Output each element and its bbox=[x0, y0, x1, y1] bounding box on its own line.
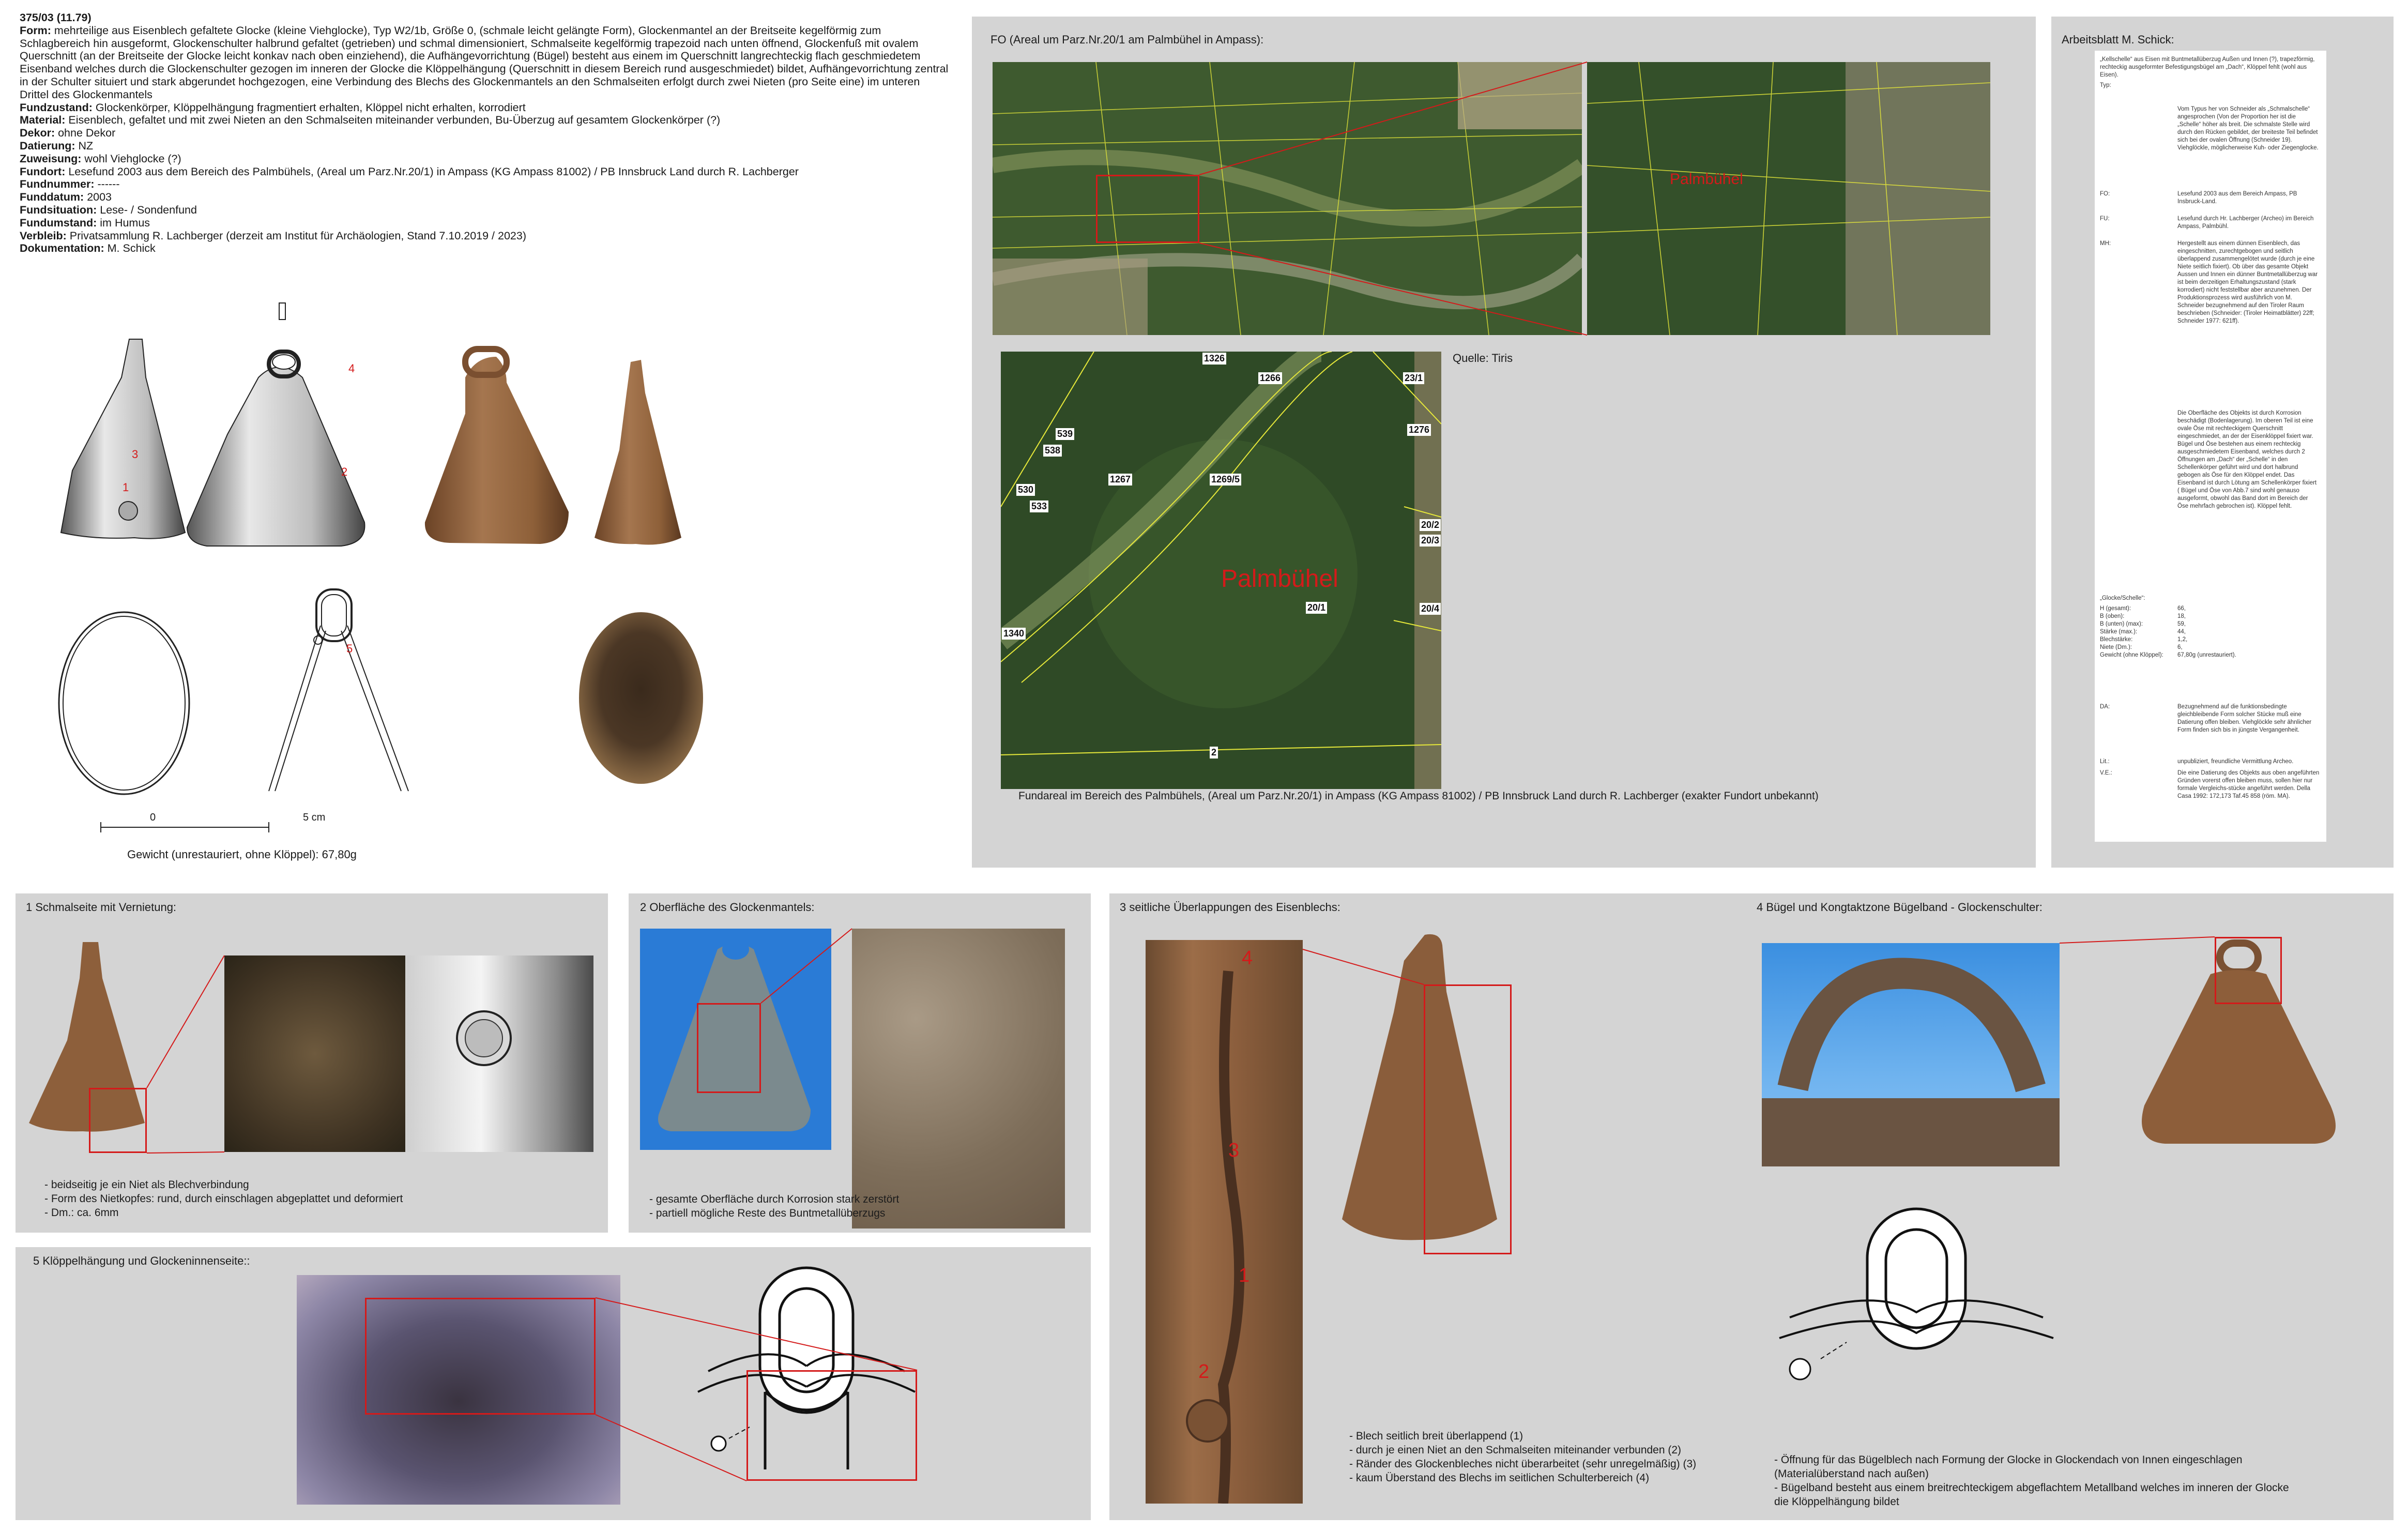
header-row-label: Verbleib: bbox=[20, 229, 67, 242]
header-row-text: ------ bbox=[97, 178, 120, 191]
sheet-typ-label: Typ: bbox=[2100, 82, 2111, 88]
sheet-ve-text: Die eine Datierung des Objekts aus oben angeführten Gründen vorerst offen bleiben muss, sollen hier nur formale Vergleichs-stücke angeführt werden. Della Casa 1992: 172,173 Taf.45 858 (röm. MA). bbox=[2177, 770, 2320, 799]
work-sheet bbox=[2095, 51, 2326, 842]
dim-row bbox=[2100, 613, 2320, 620]
header-row bbox=[20, 178, 950, 191]
header-row-text: Lese- / Sondenfund bbox=[100, 203, 197, 216]
header-row bbox=[20, 242, 950, 255]
dim-value: 6, bbox=[2177, 644, 2183, 650]
sheet-ve-label: V.E.: bbox=[2100, 770, 2112, 776]
dim-row bbox=[2100, 644, 2320, 651]
header-row-label: Form: bbox=[20, 24, 51, 37]
header-row-text: wohl Viehglocke (?) bbox=[84, 152, 181, 165]
overlap-connector bbox=[1109, 893, 1747, 1520]
dim-row bbox=[2100, 605, 2320, 613]
drawing-num-1: 1 bbox=[123, 481, 129, 494]
panel-rivet bbox=[16, 893, 608, 1233]
fo-title: FO (Areal um Parz.Nr.20/1 am Palmbühel in Ampass): bbox=[990, 33, 1264, 46]
drawing-num-3: 3 bbox=[132, 448, 139, 461]
map-name-large: Palmbühel bbox=[1221, 565, 1338, 593]
dim-value: 66, bbox=[2177, 605, 2186, 612]
sheet-fo-label: FO: bbox=[2100, 191, 2110, 197]
drawing-num-4: 4 bbox=[348, 362, 355, 375]
dim-row bbox=[2100, 651, 2320, 659]
header-row-text: im Humus bbox=[100, 216, 150, 229]
sheet-mh-label: MH: bbox=[2100, 240, 2111, 247]
bell-drawings bbox=[52, 295, 879, 874]
dim-row bbox=[2100, 636, 2320, 644]
panel-clapper bbox=[16, 1247, 1091, 1520]
header-row-text: Lesefund 2003 aus dem Bereich des Palmbühels, (Areal um Parz.Nr.20/1) in Ampass (KG Ampass 81002) / PB Innsbruck Land durch R. Lachberger bbox=[68, 165, 799, 178]
overlap-num-3: 3 bbox=[1228, 1140, 1240, 1161]
fo-panel bbox=[972, 17, 2036, 868]
header-row-text: NZ bbox=[78, 139, 94, 152]
sheet-title: Arbeitsblatt M. Schick: bbox=[2062, 33, 2174, 46]
sheet-dims bbox=[2100, 605, 2320, 659]
dim-value: 18, bbox=[2177, 613, 2186, 619]
bell-photo-narrow bbox=[595, 360, 681, 545]
header-row-text: Eisenblech, gefaltet und mit zwei Nieten an den Schmalseiten miteinander verbunden, Bu-Überzug auf gesamtem Glockenkörper (?) bbox=[68, 114, 721, 127]
weight-note: Gewicht (unrestauriert, ohne Klöppel): 67,80g bbox=[127, 848, 357, 861]
dim-row bbox=[2100, 620, 2320, 628]
sheet-dims-heading: „Glocke/Schelle“: bbox=[2100, 595, 2145, 601]
header-row bbox=[20, 230, 950, 242]
header-row-label: Zuweisung: bbox=[20, 152, 82, 165]
catalog-header bbox=[20, 11, 950, 255]
handle-drawing bbox=[1769, 1204, 2059, 1390]
surface-connector bbox=[629, 893, 1091, 1233]
header-row-label: Fundumstand: bbox=[20, 216, 97, 229]
header-row-text: ohne Dekor bbox=[58, 127, 116, 140]
bell-clapper-hanger-drawing bbox=[269, 589, 408, 791]
panel-overlap-notes: - Blech seitlich breit überlappend (1) - durch je einen Niet an den Schmalseiten miteinander verbunden (2) - Ränder des Glockenbleches nicht überarbeitet (sehr unregelmäßig) (3) - kaum Überstand des Blechs im seitlichen Schulterbereich (4) bbox=[1349, 1430, 1697, 1484]
overlap-num-2: 2 bbox=[1198, 1361, 1210, 1383]
header-row bbox=[20, 114, 950, 127]
header-row-text: 2003 bbox=[87, 191, 112, 204]
sheet-intro: „Kellschelle“ aus Eisen mit Buntmetallüberzug Außen und Innen (?), trapezförmig, rechteckig ausgeformter Befestigungsbügel am „Dach“, Klöppel fehlt (wohl aus Eisen). bbox=[2100, 56, 2315, 78]
catalog-id: 375/03 (11.79) bbox=[20, 11, 92, 24]
dim-value: 44, bbox=[2177, 629, 2186, 635]
header-row bbox=[20, 153, 950, 165]
header-row-text: Privatsammlung R. Lachberger (derzeit am Institut für Archäologien, Stand 7.10.2019 / 2023) bbox=[69, 229, 526, 242]
header-row-label: Fundsituation: bbox=[20, 203, 97, 216]
header-row-label: Funddatum: bbox=[20, 191, 84, 204]
drawing-num-2: 2 bbox=[341, 465, 348, 478]
header-row-label: Datierung: bbox=[20, 139, 75, 152]
sheet-lit-label: Lit.: bbox=[2100, 759, 2110, 765]
panel-handle bbox=[1745, 893, 2394, 1520]
header-row bbox=[20, 217, 950, 230]
header-row-label: Fundort: bbox=[20, 165, 66, 178]
map-source: Quelle: Tiris bbox=[1453, 352, 1513, 365]
header-row bbox=[20, 127, 950, 140]
panel-handle-title: 4 Bügel und Kongtaktzone Bügelband - Glockenschulter: bbox=[1757, 901, 2043, 914]
bell-base-ellipse-drawing bbox=[59, 612, 189, 794]
header-row-label: Fundnummer: bbox=[20, 178, 95, 191]
overlap-num-1: 1 bbox=[1239, 1265, 1250, 1286]
panel-rivet-notes: - beidseitig je ein Niet als Blechverbindung - Form des Nietkopfes: rund, durch einschlagen abgeplattet und deformiert - Dm.: ca. 6mm bbox=[44, 1179, 403, 1219]
header-row bbox=[20, 191, 950, 204]
header-row-label: Fundzustand: bbox=[20, 101, 93, 114]
sheet-mh-text: Hergestellt aus einem dünnen Eisenblech, das eingeschnitten, zurechtgebogen und seitlich überlappend zusammengelötet wurde (durch je eine Niete seitlich fixiert). Ob über das gesamte Objekt Aussen und Innen ein dünner Buntmetallüberzug war ist beim derzeitigen Erhaltungszustand (stark korrodiert) nicht feststellbar aber anzunehmen. Der Produktionsprozess wird ausführlich von M. Schneider bezugnehmend auf den Tiroler Raum beschrieben (Schneider: (Tiroler Heimatblätter) 22ff; Schneider 1977: 621ff). bbox=[2177, 240, 2318, 324]
bell-wide-side-drawing bbox=[187, 303, 364, 546]
scale-five: 5 cm bbox=[303, 812, 326, 823]
panel-overlap bbox=[1109, 893, 1747, 1520]
panel-overlap-title: 3 seitliche Überlappungen des Eisenblechs: bbox=[1120, 901, 1340, 914]
header-row-text: Glockenkörper, Klöppelhängung fragmentiert erhalten, Klöppel nicht erhalten, korrodiert bbox=[95, 101, 526, 114]
sheet-fu-text: Lesefund durch Hr. Lachberger (Archeo) im Bereich Ampass, Palmbühl. bbox=[2177, 216, 2314, 230]
sheet-typ-text: Vom Typus her von Schneider als „Schmalschelle“ angesprochen (Von der Proportion her ist die „Schelle“ höher als breit. Die schmalste Stelle wird durch den Rücken gebildet, der breiteste Teil befindet sich bei der ovalen Öffnung (Schneider 19). Viehglöckle, möglicherweise Kuh- oder Ziegenglocke. bbox=[2177, 106, 2319, 151]
dim-key: Blechstärke: bbox=[2100, 636, 2133, 643]
clapper-connector bbox=[16, 1247, 1091, 1520]
header-row bbox=[20, 101, 950, 114]
dim-value: 1,2, bbox=[2177, 636, 2188, 643]
header-row bbox=[20, 165, 950, 178]
sheet-fu-label: FU: bbox=[2100, 216, 2110, 222]
sheet-fo-text: Lesefund 2003 aus dem Bereich Ampass, PB Insbruck-Land. bbox=[2177, 191, 2297, 205]
panel-clapper-title: 5 Klöppelhängung und Glockeninnenseite:: bbox=[33, 1254, 250, 1267]
fo-caption: Fundareal im Bereich des Palmbühels, (Areal um Parz.Nr.20/1) in Ampass (KG Ampass 81002) / PB Innsbruck Land durch R. Lachberger (exakter Fundort unbekannt) bbox=[1018, 790, 1819, 802]
panel-surface-notes: - gesamte Oberfläche durch Korrosion stark zerstört - partiell mögliche Reste des Buntmetallüberzugs bbox=[649, 1193, 900, 1219]
map-detail-labels: 1326 1266 23/1 539 538 1276 1267 1269/5 530 533 20/2 20/3 20/1 20/4 1340 2 Palmbühel bbox=[1001, 352, 1441, 789]
dim-key: H (gesamt): bbox=[2100, 605, 2131, 612]
sheet-surface-text: Die Oberfläche des Objekts ist durch Korrosion beschädigt (Bodenlagerung). Im oberen Teil ist eine ovale Öse mit rechteckigem Querschnitt eingeschmiedet, an der der Eisenklöppel fixiert war. Bügel und Öse bestehen aus einem rechteckig ausgeschmiedetem Eisenband, welches durch 2 Öffnungen am „Dach“ der „Schelle“ in den Schellenkörper geführt wird und dort halbrund gebogen als Öse für den Klöppel endet. Das Eisenband ist durch Lötung am Schellenkörper fixiert ( Bügel und Öse von Abb.7 sind wohl genauso ausgeformt, obwohl das Band dort im Bereich der Öse mehrfach gebrochen ist). Klöppel fehlt. bbox=[2177, 410, 2317, 509]
dim-value: 59, bbox=[2177, 621, 2186, 627]
bell-narrow-side-drawing bbox=[61, 339, 185, 539]
dim-row bbox=[2100, 628, 2320, 636]
panel-handle-notes: - Öffnung für das Bügelblech nach Formung der Glocke in Glockendach von Innen eingeschlagen (Materialüberstand nach außen) - Bügelband besteht aus einem breitrechteckigem abgeflachtem Metallband welches im inneren der Glocke die Klöppelhängung bildet bbox=[1774, 1454, 2289, 1508]
header-row bbox=[20, 204, 950, 217]
header-row-text: mehrteilige aus Eisenblech gefaltete Glocke (kleine Viehglocke), Typ W2/1b, Größe 0, (schmale leicht gelängte Form), Glockenmantel an der Breitseite kegelförmig zum Schlagbereich hin ausgeformt, Glockenschulter halbrund gefaltet (getrieben) und schmal dimensioniert, Schmalseite kegelförmig trapezoid nach unten öffnend, Glockenfuß mit ovalem Querschnitt (an der Breitseite der Glocke leicht konkav nach oben einziehend), die Aufhängevorrichtung (Bügel) besteht aus einem im Querschnitt langrechteckig flach geschmiedetem Eisenband welches durch die Glockenschulter gezogen im inneren der Glocke die Klöppelhängung (Querschnitt in diesem Bereich rund ausgeschmiedet) bildet, Aufhängevorrichtung zentral in der Schulter situiert und stark abgerundet hochgezogen, eine Verbindung des Blechs des Glockenmantels an den Schmalseiten erfolgt durch zwei Nieten (pro Seite eine) im unteren Drittel des Glockenmantels bbox=[20, 24, 949, 101]
header-row-label: Dokumentation: bbox=[20, 242, 104, 255]
scale-zero: 0 bbox=[150, 812, 156, 823]
dim-key: Stärke (max.): bbox=[2100, 629, 2138, 635]
bell-photo-wide bbox=[425, 349, 569, 544]
dim-key: Gewicht (ohne Klöppel): bbox=[2100, 652, 2163, 658]
header-row-label: Material: bbox=[20, 114, 66, 127]
dim-key: B (unten) (max): bbox=[2100, 621, 2143, 627]
panel-rivet-title: 1 Schmalseite mit Vernietung: bbox=[26, 901, 177, 914]
header-row-text: M. Schick bbox=[107, 242, 156, 255]
header-row bbox=[20, 140, 950, 153]
drawing-num-5: 5 bbox=[346, 642, 353, 655]
dim-value: 67,80g (unrestauriert). bbox=[2177, 652, 2236, 658]
panel-surface bbox=[629, 893, 1091, 1233]
dim-key: B (oben): bbox=[2100, 613, 2125, 619]
map-name-small: Palmbühel bbox=[1670, 171, 1743, 188]
header-row bbox=[20, 24, 950, 101]
overlap-num-4: 4 bbox=[1242, 947, 1253, 969]
panel-surface-title: 2 Oberfläche des Glockenmantels: bbox=[640, 901, 815, 914]
header-row-label: Dekor: bbox=[20, 127, 55, 140]
sheet-lit-text: unpubliziert, freundliche Vermittlung Archeo. bbox=[2177, 759, 2294, 765]
sheet-da-label: DA: bbox=[2100, 704, 2110, 710]
bell-interior-photo bbox=[579, 612, 703, 784]
dim-key: Niete (Dm.): bbox=[2100, 644, 2132, 650]
sheet-da-text: Bezugnehmend auf die funktionsbedingte gleichbleibende Form solcher Stücke muß eine Datierung offen bleiben. Viehglöckle sehr ähnlicher Form finden sich bis in jüngste Vergangenheit. bbox=[2177, 704, 2312, 733]
